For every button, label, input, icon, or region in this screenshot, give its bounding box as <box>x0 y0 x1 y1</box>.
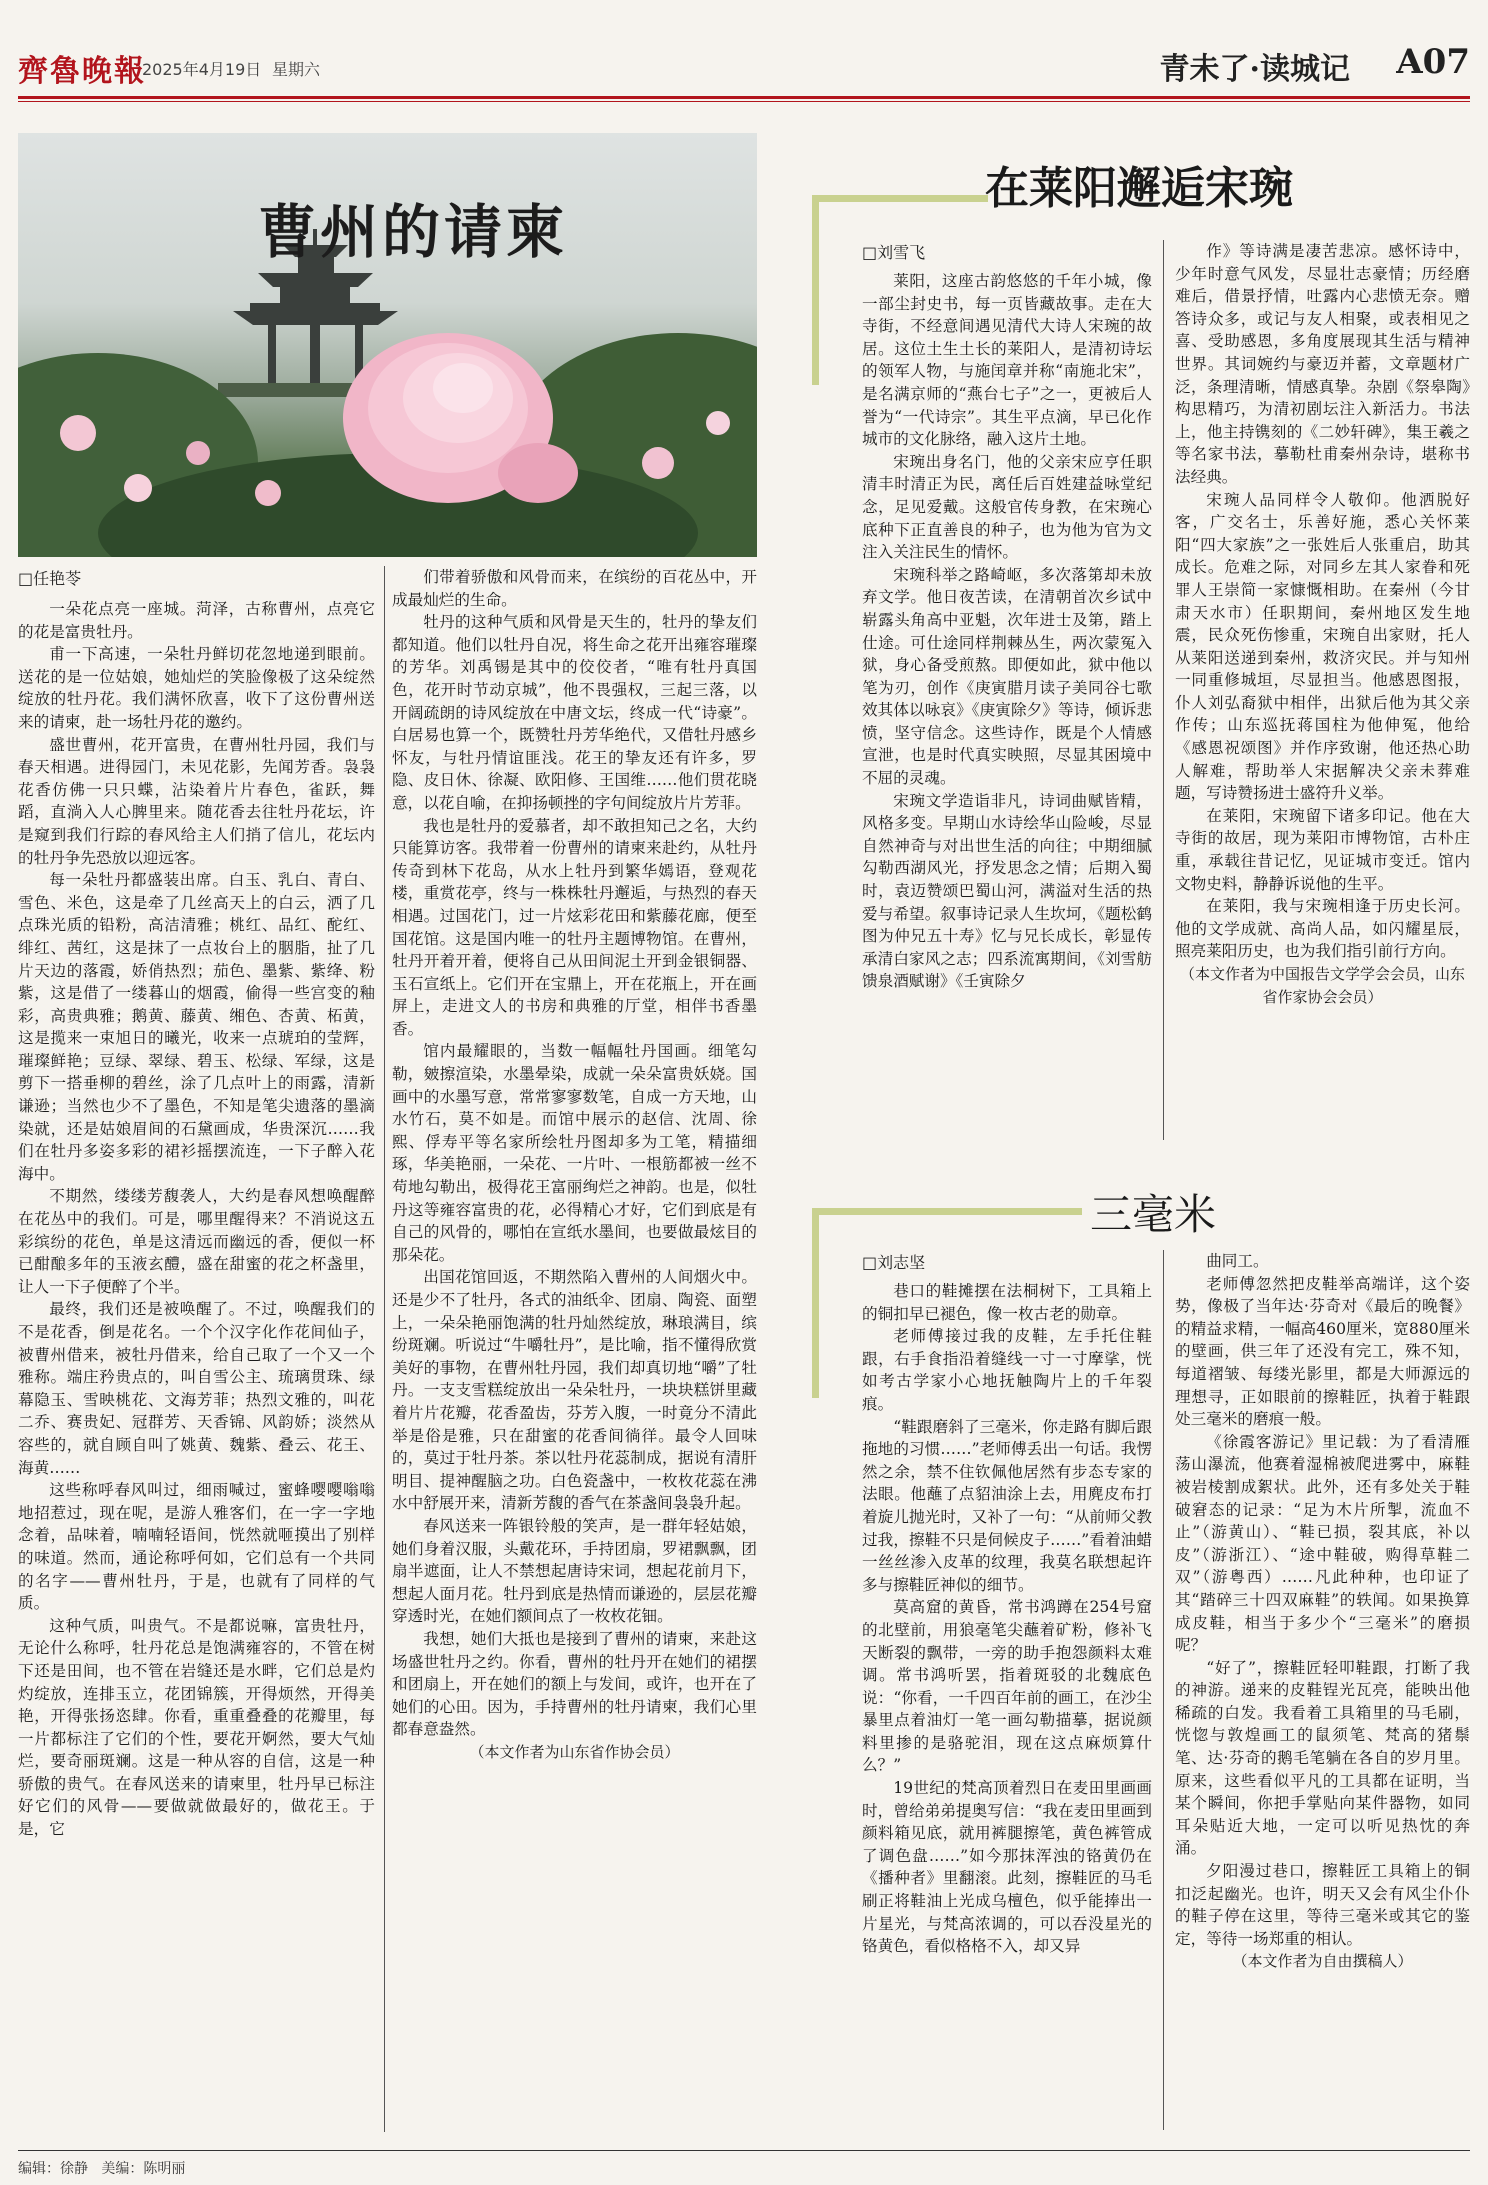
author-note: （本文作者为自由撰稿人） <box>1232 1952 1413 1971</box>
paragraph: 馆内最耀眼的，当数一幅幅牡丹国画。细笔勾勒，皴擦渲染，水墨晕染，成就一朵朵富贵妖娆。国画中的水墨写意，常常寥寥数笔，自成一方天地，山水竹石，莫不如是。而馆中展示的赵信、沈周、徐熙、俘寿平等名家所绘牡丹图却多为工笔，精描细琢，华美艳丽，一朵花、一片叶、一根筋都被一丝不苟地勾勒出，极得花王富丽绚烂之神韵。也是，似牡丹这等雍容富贵的花，必得精心才好，它们到底是有自己的风骨的，哪怕在宣纸水墨间，也要做最炫目的那朵花。 <box>392 1042 757 1264</box>
paragraph: 宋琬人品同样令人敬仰。他洒脱好客，广交名士，乐善好施，悉心关怀莱阳“四大家族”之一张姓后人张重启，助其成长。危难之际，对同乡左其人家眷和死罪人王崇简一家慷慨相助。在秦州（今甘肃天水市）任职期间，秦州地区发生地震，民众死伤惨重，宋琬自出家财，托人从莱阳送递到秦州，救济灾民。并与知州一同重修城垣，尽显担当。他感恩图报，仆人刘弘裔狱中相伴，出狱后他为其父亲作传；山东巡抚蒋国柱为他伸冤，他给《感恩祝颂图》并作序致谢，他还热心助人解难，帮助举人宋据解决父亲未葬难题，写诗赞扬进士盛符升义举。 <box>1175 490 1470 803</box>
masthead-rule <box>18 96 1470 99</box>
paragraph: 19世纪的梵高顶着烈日在麦田里画画时，曾给弟弟提奥写信：“我在麦田里画到颜料箱见底，就用裤腿擦笔，黄色裤管成了调色盘……”如今那抹浑浊的铬黄仍在《播种者》里翻滚。此刻，擦鞋匠的马毛刷正将鞋油上光成乌檀色，似乎能捧出一片星光，与梵高浓调的，可以吞没星光的铬黄色，看似格格不入，却又异 <box>862 1779 1152 1956</box>
paragraph: 一朵花点亮一座城。菏泽，古称曹州，点亮它的花是富贵牡丹。 <box>18 600 375 641</box>
paragraph: 我想，她们大抵也是接到了曹州的请柬，来赴这场盛世牡丹之约。你看，曹州的牡丹开在她们的裙摆和团扇上，开在她们的额上与发间，或许，也开在了她们的心田。因为，手持曹州的牡丹请柬，我们心里都春意盎然。 <box>392 1629 757 1739</box>
paragraph: 老师傅接过我的皮鞋，左手托住鞋跟，右手食指沿着缝线一寸一寸摩挲，恍如考古学家小心地抚触陶片上的千年裂痕。 <box>862 1327 1152 1413</box>
paragraph: 夕阳漫过巷口，擦鞋匠工具箱上的铜扣泛起幽光。也许，明天又会有风尘仆仆的鞋子停在这里，等待三毫米或其它的鉴定，等待一场郑重的相认。 <box>1175 1862 1470 1948</box>
paragraph: 作》等诗满是凄苦悲凉。感怀诗中，少年时意气风发，尽显壮志豪情；历经磨难后，借景抒情，吐露内心悲愤无奈。赠答诗众多，或记与友人相聚，或表相见之喜、受助感恩，多角度展现其生活与精神世界。其词婉约与豪迈并蓄，文章题材广泛，条理清晰，情感真挚。杂剧《祭皋陶》构思精巧，为清初剧坛注入新活力。书法上，他主持镌刻的《二妙轩碑》，集王羲之等名家书法，摹勒杜甫秦州杂诗，堪称书法经典。 <box>1175 242 1470 486</box>
paragraph: 宋琬出身名门，他的父亲宋应亨任职清丰时清正为民，离任后百姓建益咏堂纪念，足见爱戴。这般官传身教，在宋琬心底种下正直善良的种子，也为他为官为文注入关注民生的情怀。 <box>862 452 1152 562</box>
article1-byline: □任艳苓 <box>18 569 82 588</box>
issue-weekday: 星期六 <box>272 60 321 79</box>
paragraph: 最终，我们还是被唤醒了。不过，唤醒我们的不是花香，倒是花名。一个个汉字化作花间仙子，被曹州借来，被牡丹借来，给自己取了一个又一个雅称。端庄矜贵点的，叫自雪公主、琉璃贯珠、绿幕隐玉、雪映桃花、文海芳菲；热烈文雅的，叫花二乔、赛贵妃、冠群芳、天香锦、风韵娇；淡然从容些的，就自顾自叫了姚黄、魏紫、叠云、花王、海黄…… <box>18 1300 375 1477</box>
paragraph: 出国花馆回返，不期然陷入曹州的人间烟火中。还是少不了牡丹，各式的油纸伞、团扇、陶瓷、面塑上，一朵朵艳丽饱满的牡丹灿然绽放，琳琅满目，缤纷斑斓。听说过“牛嚼牡丹”，是比喻，指不懂得欣赏美好的事物，在曹州牡丹园，我们却真切地“嚼”了牡丹。一支支雪糕绽放出一朵朵牡丹，一块块糕饼里藏着片片花瓣，花香盈齿，芬芳入腹，一时竟分不清此举是俗是雅，只在甜蜜的花香间徜徉。最令人回味的，莫过于牡丹茶。茶以牡丹花蕊制成，据说有清肝明目、提神醒脑之功。白色瓷盏中，一枚枚花蕊在沸水中舒展开来，清新芳馥的香气在茶盏间袅袅升起。 <box>392 1268 757 1513</box>
paragraph: 盛世曹州，花开富贵，在曹州牡丹园，我们与春天相遇。进得园门，未见花影，先闻芳香。袅袅花香仿佛一只只蝶，沾染着片片春色，雀跃，舞蹈，直淌入人心脾里来。随花香去往牡丹花坛，许是窥到我们行踪的春风给主人们捎了信儿，花坛内的牡丹争先恐放以迎远客。 <box>18 735 375 867</box>
section-title: 青未了·读城记 <box>1159 52 1350 87</box>
article2-title: 在莱阳邂逅宋琬 <box>985 163 1293 214</box>
issue-date: 2025年4月19日 <box>142 60 262 79</box>
article3-column-2 <box>1175 1250 1470 1973</box>
column-divider <box>1163 1250 1164 2130</box>
designer-credit: 美编：陈明丽 <box>101 2161 186 2177</box>
paragraph: “好了”，擦鞋匠轻叩鞋跟，打断了我的神游。递来的皮鞋锃光瓦亮，能映出他稀疏的白发。我看着工具箱里的马毛刷，恍惚与敦煌画工的鼠须笔、梵高的猪鬃笔、达·芬奇的鹅毛笔躺在各自的岁月里。原来，这些看似平凡的工具都在证明，当某个瞬间，你把手掌贴向某件器物，如同耳朵贴近大地，一定可以听见热忱的奔涌。 <box>1175 1658 1470 1858</box>
title-decoration-bar <box>812 195 988 202</box>
article2-column-2 <box>1175 240 1470 1008</box>
footer-credits <box>18 2158 185 2178</box>
paragraph: 宋琬科举之路崎岖，多次落第却未放弃文学。他日夜苦读，在清朝首次乡试中崭露头角高中亚魁，次年进士及第，踏上仕途。可仕途同样荆棘丛生，两次蒙冤入狱，身心备受煎熬。即便如此，狱中他以笔为刃，创作《庚寅腊月读子美同谷七歌效其体以咏哀》《庚寅除夕》等诗，倾诉悲愤，坚守信念。这些诗作，既是个人情感宣泄，也是时代真实映照，尽显其困境中不屈的灵魂。 <box>862 565 1152 788</box>
article1-column-1 <box>18 598 375 1841</box>
author-note: （本文作者为中国报告文学学会会员，山东省作家协会会员） <box>1179 965 1465 1006</box>
paragraph: 老师傅忽然把皮鞋举高端详，这个姿势，像极了当年达·芬奇对《最后的晚餐》的精益求精，一幅高460厘米，宽880厘米的壁画，供三年了还没有完工，殊不知，每道褶皱、每缕光影里，都是大师源远的理想寻，正如眼前的擦鞋匠，执着于鞋跟处三毫米的磨痕一般。 <box>1175 1274 1470 1429</box>
paragraph: 春风送来一阵银铃般的笑声，是一群年轻姑娘，她们身着汉服，头戴花环，手持团扇，罗裙飘飘，团扇半遮面，让人不禁想起唐诗宋词，想起花前月下，想起人面月花。牡丹到底是热情而谦逊的，层层花瓣穿透时光，在她们额间点了一枚枚花钿。 <box>392 1516 757 1626</box>
title-decoration-bar <box>812 195 819 385</box>
paragraph: 《徐霞客游记》里记载：为了看清雁荡山瀑流，他赛着湿棉被爬进雾中，麻鞋被岩棱割成絮状。此外，还有多处关于鞋破窘态的记录：“足为木片所掣，流血不止”（游黄山）、“鞋已损，裂其底，补以皮”（游浙江）、“途中鞋破，购得草鞋二双”（游粤西）……凡此种种，也印证了其“踏碎三十四双麻鞋”的轶闻。如果换算成皮鞋，相当于多少个“三毫米”的磨损呢？ <box>1175 1432 1470 1655</box>
article2-byline: □刘雪飞 <box>862 243 926 262</box>
author-note: （本文作者为山东省作协会员） <box>469 1742 680 1761</box>
paragraph: 莱阳，这座古韵悠悠的千年小城，像一部尘封史书，每一页皆藏故事。走在大寺街，不经意间遇见清代大诗人宋琬的故居。这位土生土长的莱阳人，是清初诗坛的领军人物，与施闰章并称“南施北宋”，是名满京师的“燕台七子”之一，更被后人誉为“一代诗宗”。其生平点滴，早已化作城市的文化脉络，融入这片土地。 <box>862 272 1152 449</box>
article1-title: 曹州的请柬 <box>258 198 569 266</box>
paragraph: 莫高窟的黄昏，常书鸿蹲在254号窟的北壁前，用狼毫笔尖蘸着矿粉，修补飞天断裂的飘带，一旁的助手抱怨颜料太难调。常书鸿听罢，指着斑驳的北魏底色说：“你看，一千四百年前的画工，在沙尘暴里点着油灯一笔一画勾勒描摹，据说颜料里掺的是骆驼泪，现在这点麻烦算什么？” <box>862 1598 1152 1775</box>
paragraph: 甫一下高速，一朵牡丹鲜切花忽地递到眼前。送花的是一位姑娘，她灿烂的笑脸像极了这朵绽然绽放的牡丹花。我们满怀欣喜，收下了这份曹州送来的请柬，赴一场牡丹花的邀约。 <box>18 645 375 731</box>
article1-column-2 <box>392 566 757 1763</box>
paragraph: 这种气质，叫贵气。不是都说嘛，富贵牡丹，无论什么称呼，牡丹花总是饱满雍容的，不管在树下还是田间，也不管在岩缝还是水畔，它们总是灼灼绽放，连排玉立，花团锦簇，开得烦然，开得美艳，开得张扬恣肆。你看，重重叠叠的花瓣里，每一片都标注了它们的个性，要花开婀然，要大气灿烂，要奇丽斑斓。这是一种从容的自信，这是一种骄傲的贵气。在春风送来的请柬里，牡丹早已标注好它们的风骨——要做就做最好的，做花王。于是，它 <box>18 1616 375 1839</box>
title-decoration-bar <box>812 1208 819 1398</box>
paragraph: “鞋跟磨斜了三毫米，你走路有脚后跟拖地的习惯……”老师傅丢出一句话。我愣然之余，禁不住钦佩他居然有步态专家的法眼。他蘸了点貂油涂上去，用麂皮布打着旋儿抛光时，又补了一句：“从前师父教过我，擦鞋不只是伺候皮子……”看着油蜡一丝丝渗入皮革的纹理，我莫名联想起许多与擦鞋匠神似的细节。 <box>862 1417 1152 1594</box>
paragraph: 宋琬文学造诣非凡，诗词曲赋皆精，风格多变。早期山水诗绘华山险峻，尽显自然神奇与对出世生活的向往；中期细腻勾勒西湖风光，抒发思念之情；后期入蜀时，袁迈赞颂巴蜀山河，满溢对生活的热爱与希望。叙事诗记录人生坎坷，《题松鹤图为仲兄五十寿》忆与兄长成长，彰显传承清白家风之志；四系流寓期间，《刘雪舫馈泉酒赋谢》《壬寅除夕 <box>862 791 1152 991</box>
paragraph: 这些称呼春风叫过，细雨喊过，蜜蜂嘤嘤嗡嗡地招惹过，现在呢，是游人雅客们，在一字一字地念着，品味着，喃喃轻语间，恍然就咂摸出了别样的味道。然而，通论称呼何如，它们总有一个共同的名字——曹州牡丹，于是，也就有了同样的气质。 <box>18 1481 375 1613</box>
paragraph: 我也是牡丹的爱慕者，却不敢担知己之名，大约只能算访客。我带着一份曹州的请柬来赴约，从牡丹传奇到林下花岛，从水上牡丹到繁华嫣语，登观花楼，重赏花亭，终与一株株牡丹邂逅，与热烈的春天相遇。过国花门，过一片炫彩花田和紫藤花廊，便至国花馆。这是国内唯一的牡丹主题博物馆。在曹州，牡丹开着开着，便将自己从田间泥土开到金银铜器、玉石宣纸上。它们开在宝鼎上，开在花瓶上，开在画屏上，走进文人的书房和典雅的厅堂，相伴书香墨香。 <box>392 816 757 1038</box>
title-decoration-bar <box>812 1208 1082 1215</box>
paragraph: 不期然，缕缕芳馥袭人，大约是春风想唤醒醉在花丛中的我们。可是，哪里醒得来？不消说这五彩缤纷的花色，单是这清远而幽远的香，便似一杯已酣酿多年的玉液玄醴，盛在甜蜜的花之杯盏里，让人一下子便醉了个半。 <box>18 1187 375 1296</box>
footer-rule <box>18 2150 1470 2151</box>
article3-byline: □刘志坚 <box>862 1253 926 1272</box>
paragraph: 巷口的鞋摊摆在法桐树下，工具箱上的铜扣早已褪色，像一枚古老的勋章。 <box>862 1282 1152 1323</box>
page-number: A07 <box>1396 42 1470 82</box>
article3-column-1 <box>862 1280 1152 1958</box>
masthead <box>18 40 1470 90</box>
paragraph: 们带着骄傲和风骨而来，在缤纷的百花丛中，开成最灿烂的生命。 <box>392 568 757 609</box>
newspaper-logo: 齊魯晚報 <box>18 54 146 89</box>
paragraph: 在莱阳，宋琬留下诸多印记。他在大寺街的故居，现为莱阳市博物馆，古朴庄重，承载往昔记忆，见证城市变迁。馆内文物史料，静静诉说他的生平。 <box>1175 806 1470 893</box>
column-divider <box>1163 240 1164 1140</box>
paragraph: 在莱阳，我与宋琬相逢于历史长河。他的文学成就、高尚人品，如闪耀星辰，照亮莱阳历史，也为我们指引前行方向。 <box>1175 897 1470 961</box>
article3-title: 三毫米 <box>1090 1190 1217 1239</box>
paragraph: 每一朵牡丹都盛装出席。白玉、乳白、青白、雪色、米色，这是牵了几丝高天上的白云，洒了几点珠光质的铅粉，高洁清雅；桃红、品红、酡红、绯红、茜红，这是抹了一点妆台上的胭脂，扯了几片天边的落霞，娇俏热烈；茄色、墨紫、紫绛、粉紫，这是借了一缕暮山的烟霞，偷得一些宫变的釉彩，高贵典雅；鹅黄、藤黄、缃色、杏黄、柘黄，这是揽来一束旭日的曦光，收来一点琥珀的莹辉，璀璨鲜艳；豆绿、翠绿、碧玉、松绿、军绿，这是剪下一搭垂柳的碧丝，涂了几点叶上的雨露，清新谦逊；当然也少不了墨色，不知是笔尖遗落的墨滴染就，还是姑娘眉间的石黛画成，华贵深沉……我们在牡丹多姿多彩的裙衫摇摆流连，一下子醉入花海中。 <box>18 871 375 1183</box>
editor-credit: 编辑：徐静 <box>18 2161 88 2177</box>
paragraph: 曲同工。 <box>1206 1252 1269 1270</box>
article2-column-1 <box>862 270 1152 993</box>
peony-photo <box>18 133 757 557</box>
masthead-rule-thin <box>18 101 1470 102</box>
paragraph: 牡丹的这种气质和风骨是天生的，牡丹的挚友们都知道。他们以牡丹自况，将生命之花开出雍容璀璨的芳华。刘禹锡是其中的佼佼者，“唯有牡丹真国色，花开时节动京城”，他不畏强权，三起三落，以开阔疏朗的诗风绽放在中唐文坛，终成一代“诗豪”。白居易也算一个，既赞牡丹芳华绝代，又借牡丹感乡怀友，与牡丹情谊匪浅。花王的挚友还有许多，罗隐、皮日休、徐凝、欧阳修、王国维……他们贯花晓意，以花自喻，在抑扬顿挫的字句间绽放片片芳菲。 <box>392 613 757 812</box>
column-divider <box>384 566 385 2132</box>
